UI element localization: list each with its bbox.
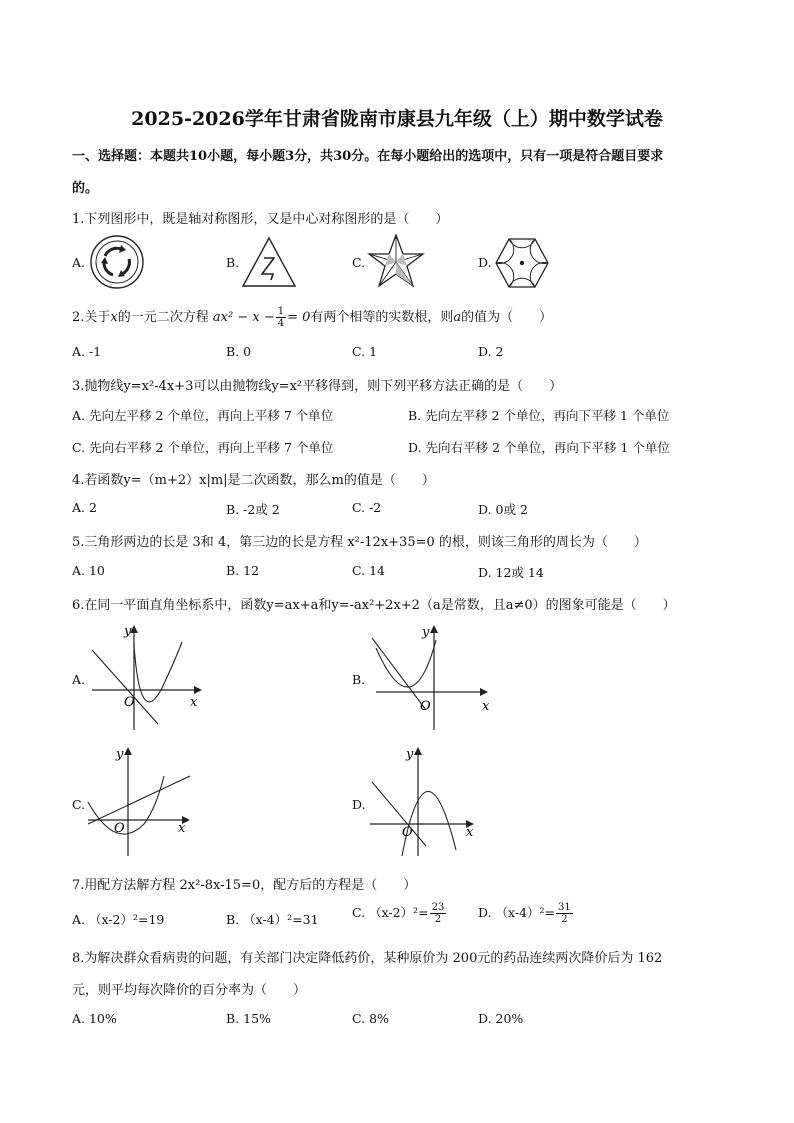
q5-option-b: B. 12 <box>226 563 260 578</box>
question-5-stem: 5.三角形两边的长是 3和 4，第三边的长是方程 x²-12x+35=0 的根，则该三角形的周长为（ ） <box>72 535 647 550</box>
svg-text:y: y <box>116 747 124 762</box>
q4-option-a: A. 2 <box>72 500 97 515</box>
q3-option-b: B. 先向左平移 2 个单位，再向下平移 1 个单位 <box>408 408 670 423</box>
q7-option-b: B. （x-4）²=31 <box>226 912 319 927</box>
question-8-stem: 8.为解决群众看病贵的问题，有关部门决定降低药价，某种原价为 200元的药品连续两次降价后为 162 <box>72 951 663 966</box>
graph-option-c <box>86 742 210 858</box>
q4-option-b: B. -2或 2 <box>226 502 280 517</box>
q1-option-b-label: B. <box>226 255 240 270</box>
hexagon-flower-icon <box>494 236 550 290</box>
q3-option-d: D. 先向右平移 2 个单位，再向下平移 1 个单位 <box>408 440 670 455</box>
origin-label: O <box>124 695 135 710</box>
q6-option-b-label: B. <box>352 672 366 687</box>
page-title: 2025-2026学年甘肃省陇南市康县九年级（上）期中数学试卷 <box>131 108 663 130</box>
y-axis-label: y <box>124 624 132 639</box>
question-4-stem: 4.若函数y=（m+2）x|m|是二次函数，那么m的值是（ ） <box>72 473 435 488</box>
q8-option-a: A. 10% <box>72 1011 117 1026</box>
q1-option-c-label: C. <box>352 255 366 270</box>
q1-option-a-label: A. <box>72 255 86 270</box>
q3-option-c: C. 先向右平移 2 个单位，再向上平移 7 个单位 <box>72 440 334 455</box>
question-2-stem: 2.关于x的一元二次方程 ax² − x − $\frac{1}{4}$ = 0有两个相等的实数根，则a的值为（ ） <box>72 306 553 329</box>
q6-option-a-label: A. <box>72 672 86 687</box>
recycle-circle-icon <box>88 234 150 290</box>
q6-option-d-label: D. <box>352 797 366 812</box>
question-6-stem: 6.在同一平面直角坐标系中，函数y=ax+a和y=-ax²+2x+2（a是常数，且a≠0）的图象可能是（ ） <box>72 598 676 613</box>
graph-option-a <box>86 620 210 732</box>
section-header: 一、选择题：本题共10小题，每小题3分，共30分。在每小题给出的选项中，只有一项是符合题目要求 <box>72 149 664 164</box>
question-8-stem-cont: 元，则平均每次降价的百分率为（ ） <box>72 983 307 998</box>
q3-option-a: A. 先向左平移 2 个单位，再向上平移 7 个单位 <box>72 408 334 423</box>
question-3-stem: 3.抛物线y=x²-4x+3可以由抛物线y=x²平移得到，则下列平移方法正确的是（ ） <box>72 379 563 394</box>
q2-option-b: B. 0 <box>226 344 252 359</box>
q8-option-b: B. 15% <box>226 1011 271 1026</box>
q5-option-d: D. 12或 14 <box>478 565 544 580</box>
svg-text:O: O <box>420 699 431 714</box>
graph-option-d <box>366 742 490 858</box>
q2-option-a: A. -1 <box>72 344 102 359</box>
graph-option-b <box>366 620 496 732</box>
svg-text:y: y <box>406 747 414 762</box>
section-header-cont: 的。 <box>72 181 99 196</box>
triangle-z-icon <box>240 234 298 290</box>
question-7-stem: 7.用配方法解方程 2x²-8x-15=0，配方后的方程是（ ） <box>72 878 417 893</box>
q4-option-d: D. 0或 2 <box>478 502 528 517</box>
q7-option-c: C. （x-2）²= $\frac{23}{2}$ <box>352 902 445 925</box>
q7-option-a: A. （x-2）²=19 <box>72 912 165 927</box>
question-1-stem: 1.下列图形中，既是轴对称图形，又是中心对称图形的是（ ） <box>72 212 449 227</box>
q1-option-d-label: D. <box>478 255 492 270</box>
svg-text:x: x <box>482 699 490 714</box>
svg-text:O: O <box>114 821 125 836</box>
q2-option-c: C. 1 <box>352 344 378 359</box>
q5-option-c: C. 14 <box>352 563 385 578</box>
q2-option-d: D. 2 <box>478 344 504 359</box>
q8-option-c: C. 8% <box>352 1011 389 1026</box>
svg-text:y: y <box>422 625 430 640</box>
q6-option-c-label: C. <box>72 797 86 812</box>
five-point-star-icon <box>366 232 426 290</box>
x-axis-label: x <box>190 695 198 710</box>
q8-option-d: D. 20% <box>478 1011 524 1026</box>
svg-text:x: x <box>466 825 474 840</box>
q4-option-c: C. -2 <box>352 500 382 515</box>
q7-option-d: D. （x-4）²= $\frac{31}{2}$ <box>478 902 571 925</box>
svg-text:O: O <box>402 825 413 840</box>
svg-text:x: x <box>178 821 186 836</box>
q5-option-a: A. 10 <box>72 563 105 578</box>
